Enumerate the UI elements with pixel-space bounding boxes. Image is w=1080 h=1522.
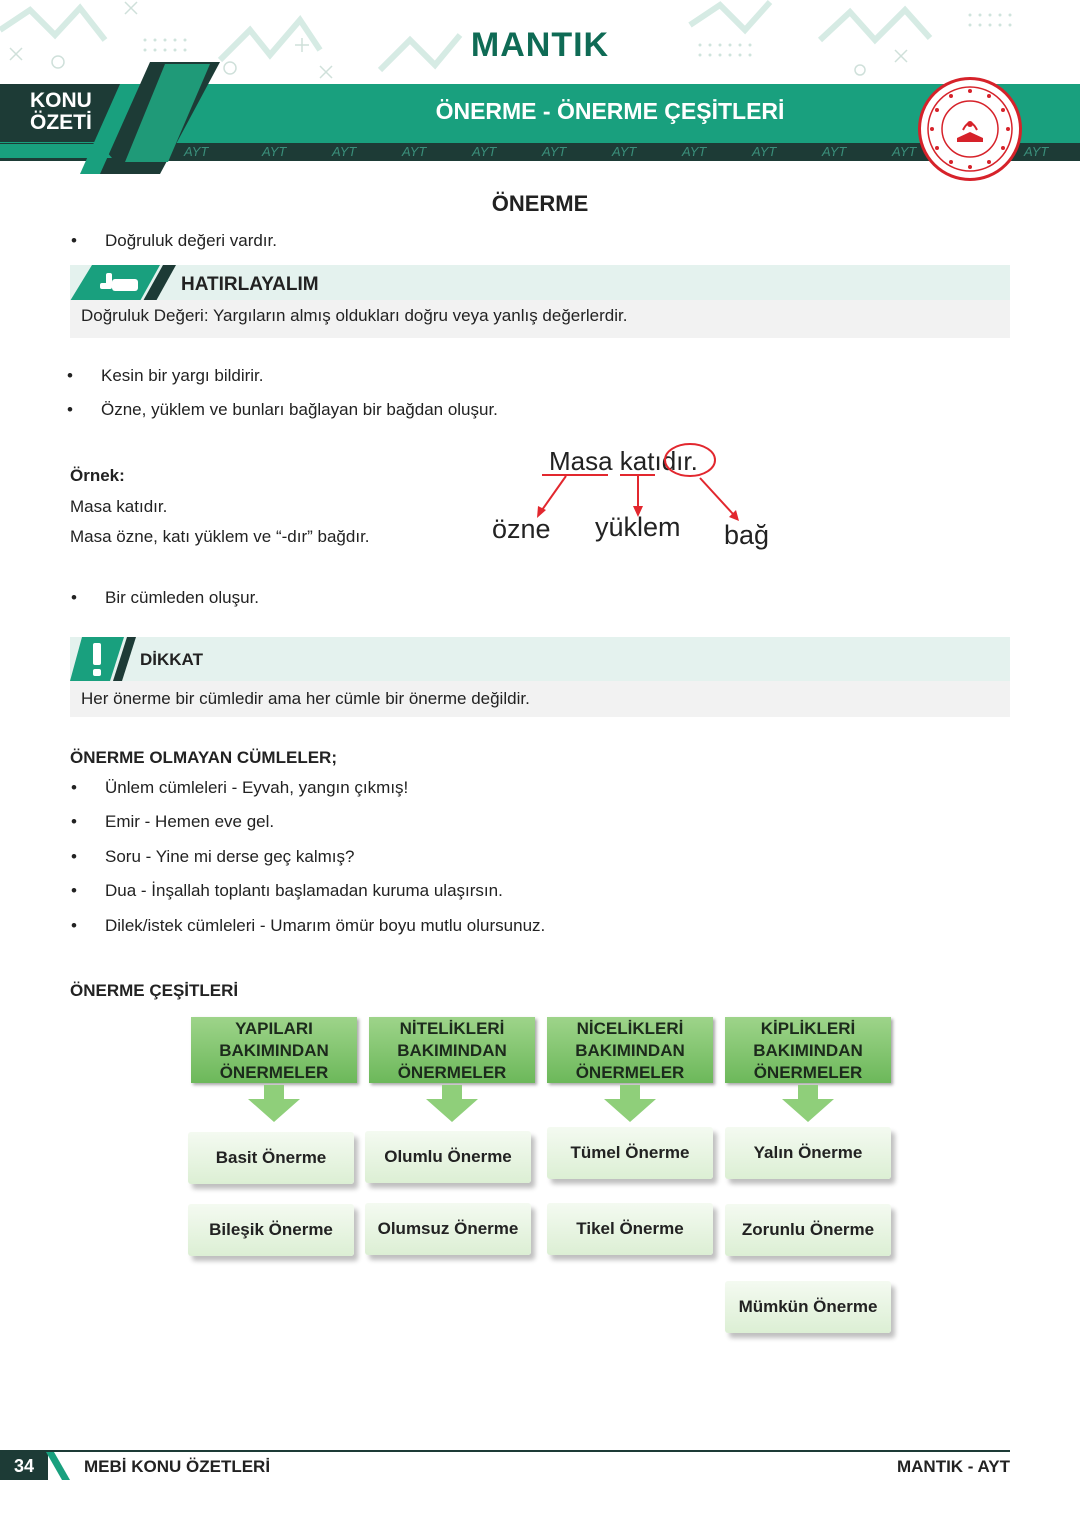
category-line: ÖNERMELER — [753, 1063, 863, 1082]
type-category-quantity — [547, 1017, 713, 1083]
list-item: • Emir - Hemen eve gel. — [105, 812, 274, 832]
type-category-quality — [369, 1017, 535, 1083]
list-item: • Dua - İnşallah toplantı başlamadan kuruma ulaşırsın. — [105, 881, 503, 901]
footer-rule — [0, 1450, 1010, 1452]
type-item: Zorunlu Önerme — [725, 1204, 891, 1256]
type-category-modality — [725, 1017, 891, 1083]
list-item: • Kesin bir yargı bildirir. — [101, 366, 264, 386]
diagram-copula-label: bağ — [724, 520, 770, 550]
type-category-structure — [191, 1017, 357, 1083]
category-line: BAKIMINDAN — [575, 1041, 685, 1060]
strip-label: AYT — [402, 144, 427, 159]
type-item: Yalın Önerme — [725, 1127, 891, 1179]
seal-emblem-icon — [921, 80, 1019, 178]
strip-label: AYT — [184, 144, 209, 159]
hand-pointer-icon — [70, 265, 180, 301]
strip-label: AYT — [542, 144, 567, 159]
section-tag-line2: ÖZETİ — [30, 111, 92, 134]
attention-box-heading: DİKKAT — [140, 650, 203, 669]
type-item: Olumsuz Önerme — [365, 1203, 531, 1255]
page-title: ÖNERME — [491, 191, 589, 216]
diagram-sentence-start: Masa kat — [549, 446, 655, 476]
attention-box-header — [70, 637, 1010, 681]
down-arrow-icon — [602, 1085, 658, 1123]
footer-subject: MANTIK - AYT — [896, 1457, 1010, 1476]
exclamation-icon — [70, 637, 140, 681]
list-item: • Özne, yüklem ve bunları bağlayan bir bağdan oluşur. — [101, 400, 498, 420]
list-item: • Doğruluk değeri vardır. — [105, 231, 277, 251]
ministry-seal-logo — [918, 77, 1022, 181]
example-line: Masa katıdır. — [70, 497, 168, 516]
strip-label: AYT — [612, 144, 637, 159]
diagram-subject-label: özne — [492, 514, 551, 544]
subject-title: MANTIK — [470, 26, 610, 64]
strip-label: AYT — [332, 144, 357, 159]
category-line: BAKIMINDAN — [753, 1041, 863, 1060]
example-label: Örnek: — [70, 466, 125, 485]
category-line: BAKIMINDAN — [219, 1041, 329, 1060]
type-item: Basit Önerme — [188, 1132, 354, 1184]
strip-label: AYT — [472, 144, 497, 159]
remember-box-text: Doğruluk Değeri: Yargıların almış oldukları doğru veya yanlış değerlerdir. — [81, 306, 628, 325]
category-line: BAKIMINDAN — [397, 1041, 507, 1060]
category-line: ÖNERMELER — [575, 1063, 685, 1082]
proposition-types-heading: ÖNERME ÇEŞİTLERİ — [70, 981, 239, 1000]
type-item: Tümel Önerme — [547, 1127, 713, 1179]
category-line: NİCELİKLERİ — [576, 1019, 684, 1038]
attention-box-text: Her önerme bir cümledir ama her cümle bir önerme değildir. — [81, 689, 530, 708]
type-item: Tikel Önerme — [547, 1203, 713, 1255]
type-item: Bileşik Önerme — [188, 1204, 354, 1256]
section-tag-line1: KONU — [30, 89, 92, 112]
list-item: • Dilek/istek cümleleri - Umarım ömür boyu mutlu olursunuz. — [105, 916, 545, 936]
strip-label: AYT — [682, 144, 707, 159]
category-line: YAPILARI — [235, 1019, 313, 1038]
diagram-predicate-label: yüklem — [595, 512, 681, 542]
strip-label: AYT — [1024, 144, 1049, 159]
list-item: • Soru - Yine mi derse geç kalmış? — [105, 847, 354, 867]
strip-label: AYT — [752, 144, 777, 159]
list-item: • Ünlem cümleleri - Eyvah, yangın çıkmış! — [105, 778, 408, 798]
type-item: Olumlu Önerme — [365, 1131, 531, 1183]
category-line: KİPLİKLERİ — [760, 1019, 856, 1038]
diagram-sentence-end: ıdır. — [654, 446, 698, 476]
topic-title: ÖNERME - ÖNERME ÇEŞİTLERİ — [435, 98, 785, 124]
down-arrow-icon — [246, 1085, 302, 1123]
section-tag-label — [30, 90, 92, 134]
category-line: ÖNERMELER — [219, 1063, 329, 1082]
strip-label: AYT — [822, 144, 847, 159]
strip-label: AYT — [262, 144, 287, 159]
page-number: 34 — [0, 1452, 48, 1480]
footer-slash-decoration — [46, 1452, 72, 1480]
category-line: ÖNERMELER — [397, 1063, 507, 1082]
remember-box-heading: HATIRLAYALIM — [181, 274, 319, 295]
example-line: Masa özne, katı yüklem ve “-dır” bağdır. — [70, 527, 370, 546]
category-line: NİTELİKLERİ — [399, 1019, 505, 1038]
down-arrow-icon — [424, 1085, 480, 1123]
type-item: Mümkün Önerme — [725, 1281, 891, 1333]
down-arrow-icon — [780, 1085, 836, 1123]
footer-series-title: MEBİ KONU ÖZETLERİ — [84, 1457, 271, 1476]
strip-label: AYT — [892, 144, 917, 159]
list-item: • Bir cümleden oluşur. — [105, 588, 259, 608]
non-propositions-heading: ÖNERME OLMAYAN CÜMLELER; — [70, 748, 337, 767]
